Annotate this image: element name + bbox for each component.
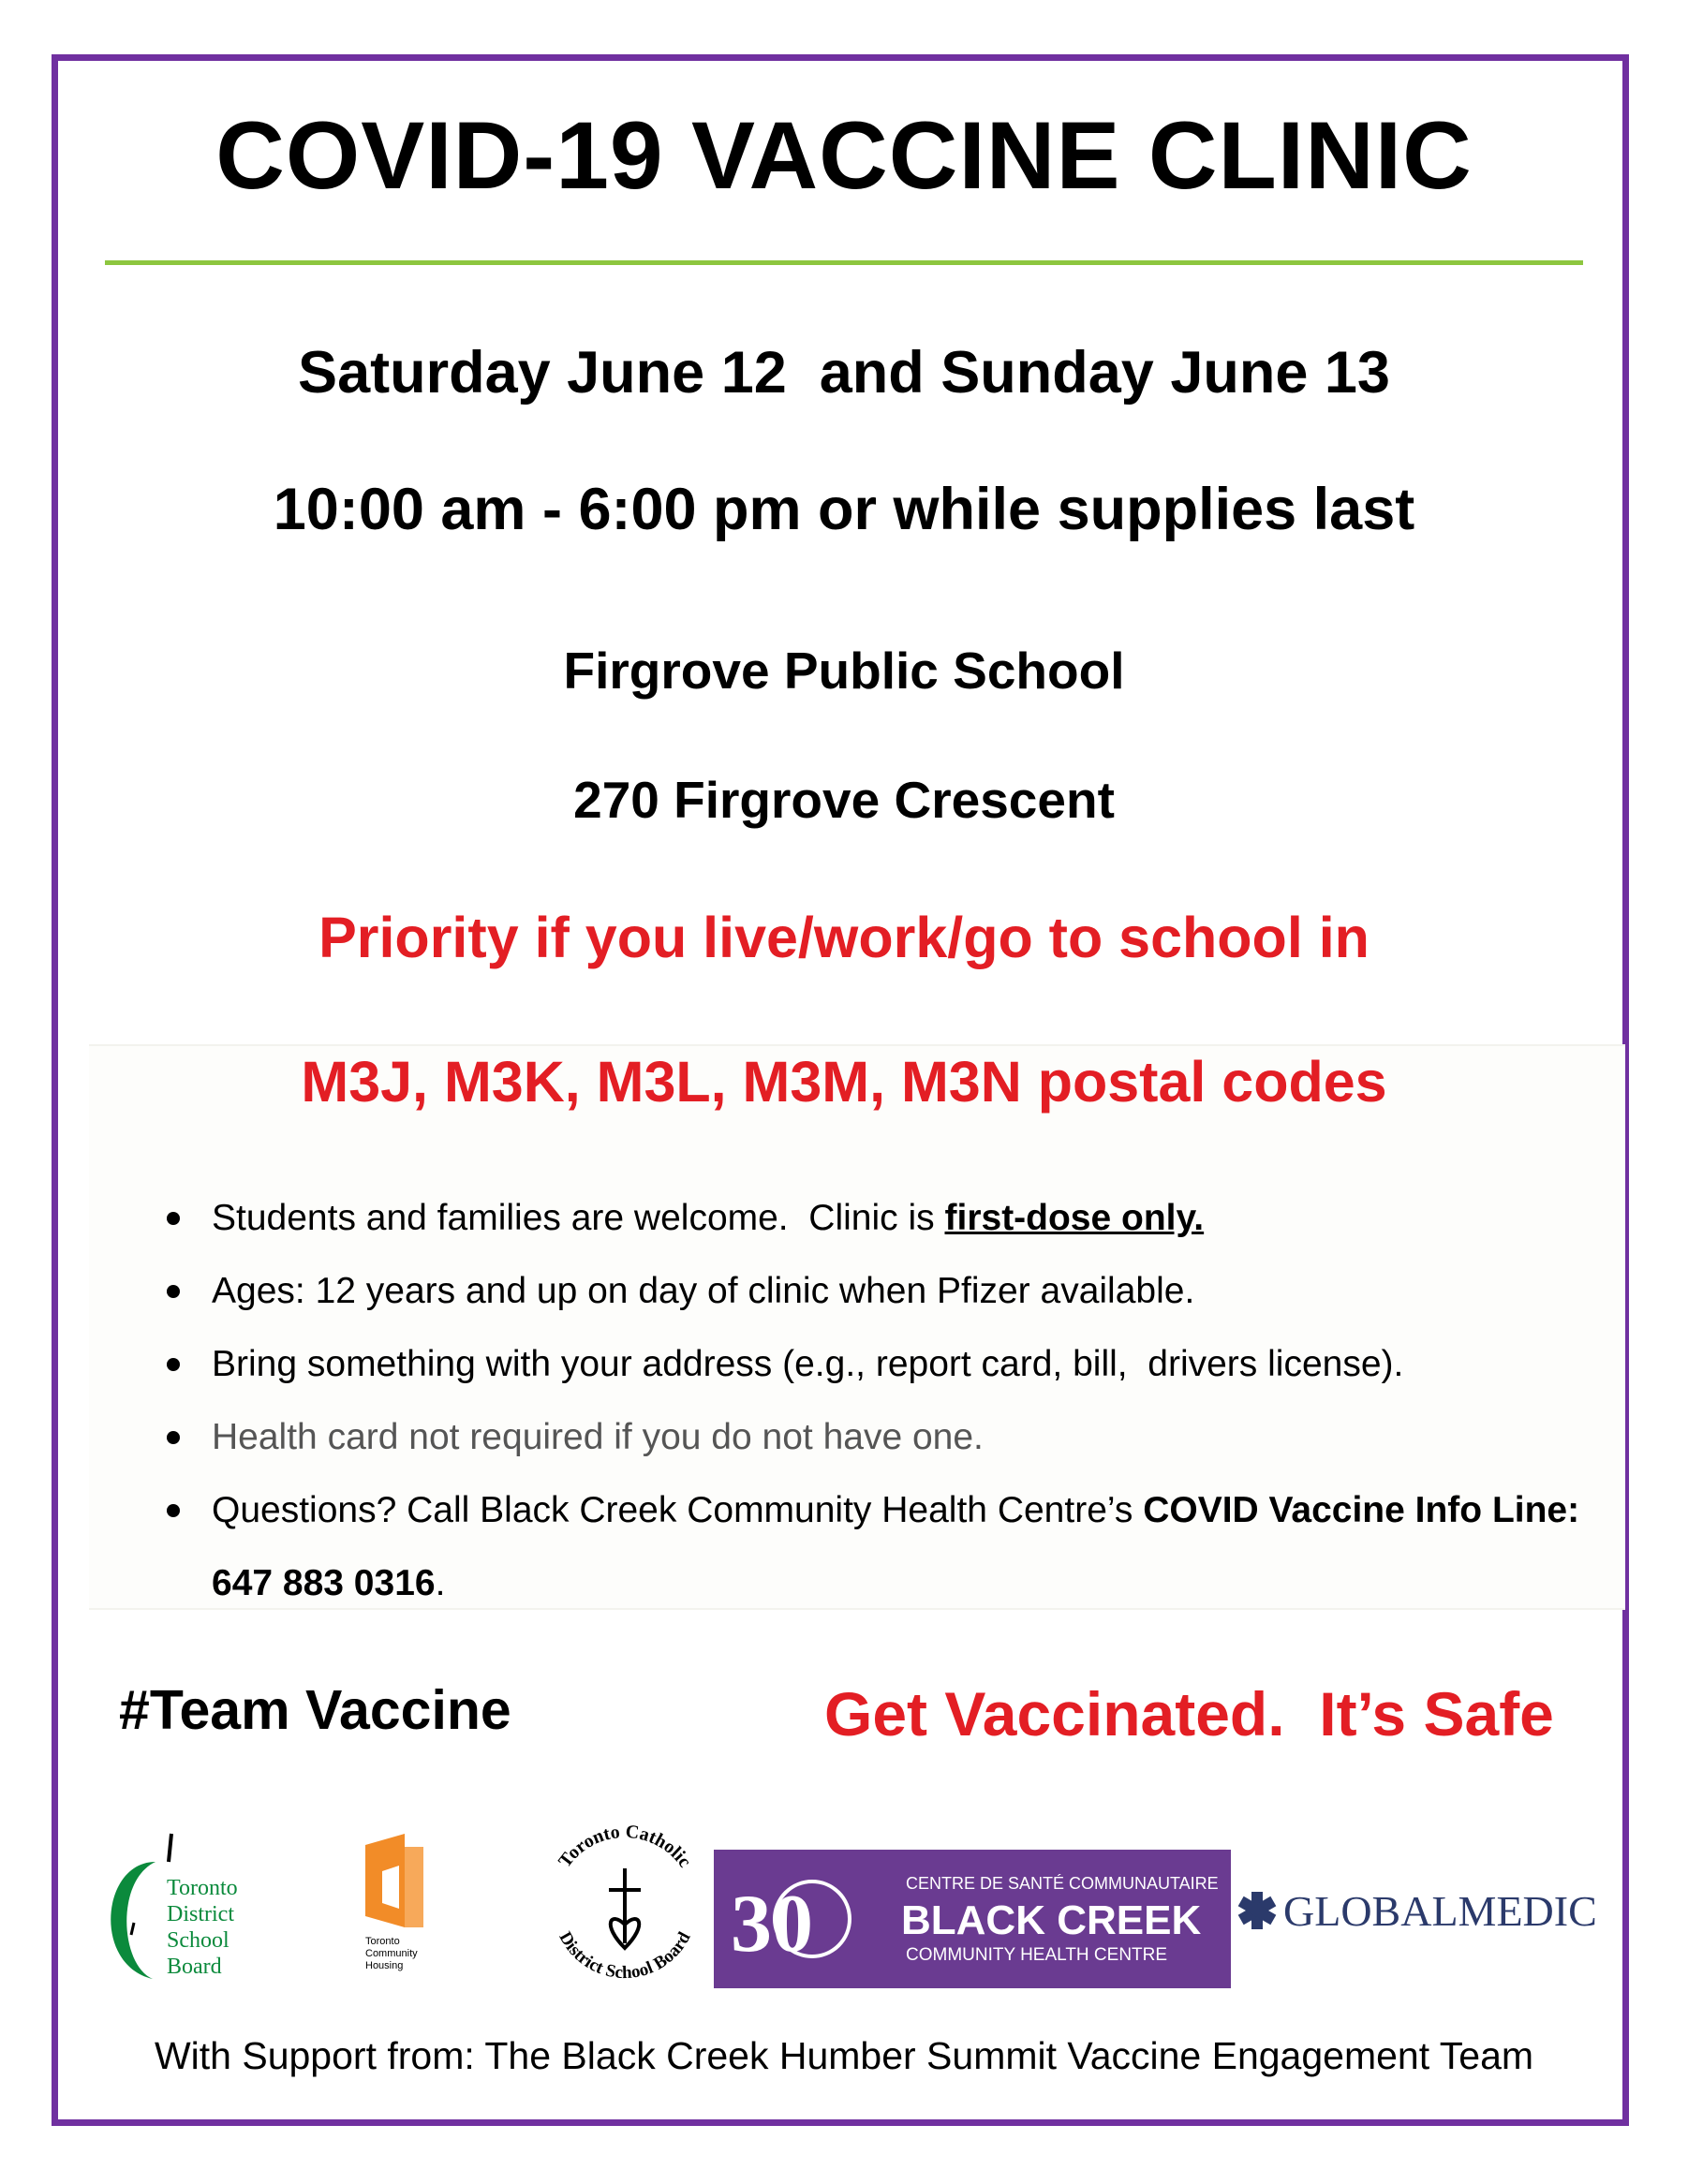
divider <box>105 260 1583 265</box>
list-item: Ages: 12 years and up on day of clinic when Pfizer available. <box>167 1255 1591 1328</box>
tch-logo <box>356 1834 459 1993</box>
svg-text:Toronto Catholic: Toronto Catholic <box>555 1821 696 1872</box>
list-item: Health card not required if you do not have one. <box>167 1401 1591 1474</box>
slogan: Get Vaccinated. It’s Safe <box>824 1679 1554 1749</box>
clinic-dates: Saturday June 12 and Sunday June 13 <box>298 340 1390 406</box>
svg-text:GLOBALMEDIC: GLOBALMEDIC <box>1283 1887 1597 1935</box>
info-line-phone: COVID Vaccine Info Line: 647 883 0316 <box>212 1490 1580 1603</box>
postal-codes: M3J, M3K, M3L, M3M, M3N postal codes <box>301 1050 1387 1114</box>
black-creek-logo <box>714 1850 1231 1988</box>
svg-text:Housing: Housing <box>365 1960 404 1971</box>
globalmedic-logo <box>1236 1882 1621 1939</box>
svg-text:30: 30 <box>731 1879 813 1970</box>
svg-text:COMMUNITY HEALTH CENTRE: COMMUNITY HEALTH CENTRE <box>906 1945 1168 1965</box>
first-dose-note: first-dose only. <box>944 1198 1205 1238</box>
tdsb-logo <box>82 1824 270 1993</box>
svg-text:District: District <box>167 1902 234 1926</box>
clinic-address: 270 Firgrove Crescent <box>573 771 1115 829</box>
info-list <box>167 1182 1591 1620</box>
clinic-hours: 10:00 am - 6:00 pm or while supplies last <box>273 477 1415 542</box>
support-credit: With Support from: The Black Creek Humber Summit Vaccine Engagement Team <box>154 2034 1534 2077</box>
svg-text:Toronto: Toronto <box>365 1936 400 1947</box>
clinic-location-name: Firgrove Public School <box>563 642 1125 700</box>
svg-text:Toronto: Toronto <box>167 1876 238 1900</box>
list-item: Students and families are welcome. Clinic is first-dose only. <box>167 1182 1591 1255</box>
svg-text:School: School <box>167 1928 230 1953</box>
hashtag: #Team Vaccine <box>119 1679 511 1741</box>
svg-text:CENTRE DE SANTÉ COMMUNAUTAIRE: CENTRE DE SANTÉ COMMUNAUTAIRE <box>906 1874 1219 1893</box>
svg-text:District School Board: District School Board <box>555 1928 695 1984</box>
tcdsb-logo <box>536 1817 714 1995</box>
svg-text:BLACK CREEK: BLACK CREEK <box>901 1897 1202 1943</box>
svg-text:Community: Community <box>365 1948 418 1959</box>
list-item: Bring something with your address (e.g., report card, bill, drivers license). <box>167 1328 1591 1401</box>
priority-line: Priority if you live/work/go to school in <box>318 906 1370 969</box>
list-item: Questions? Call Black Creek Community Health Centre’s COVID Vaccine Info Line: 647 883 0316. <box>167 1474 1591 1620</box>
svg-text:Board: Board <box>167 1955 222 1979</box>
page-title: COVID-19 VACCINE CLINIC <box>215 102 1473 209</box>
